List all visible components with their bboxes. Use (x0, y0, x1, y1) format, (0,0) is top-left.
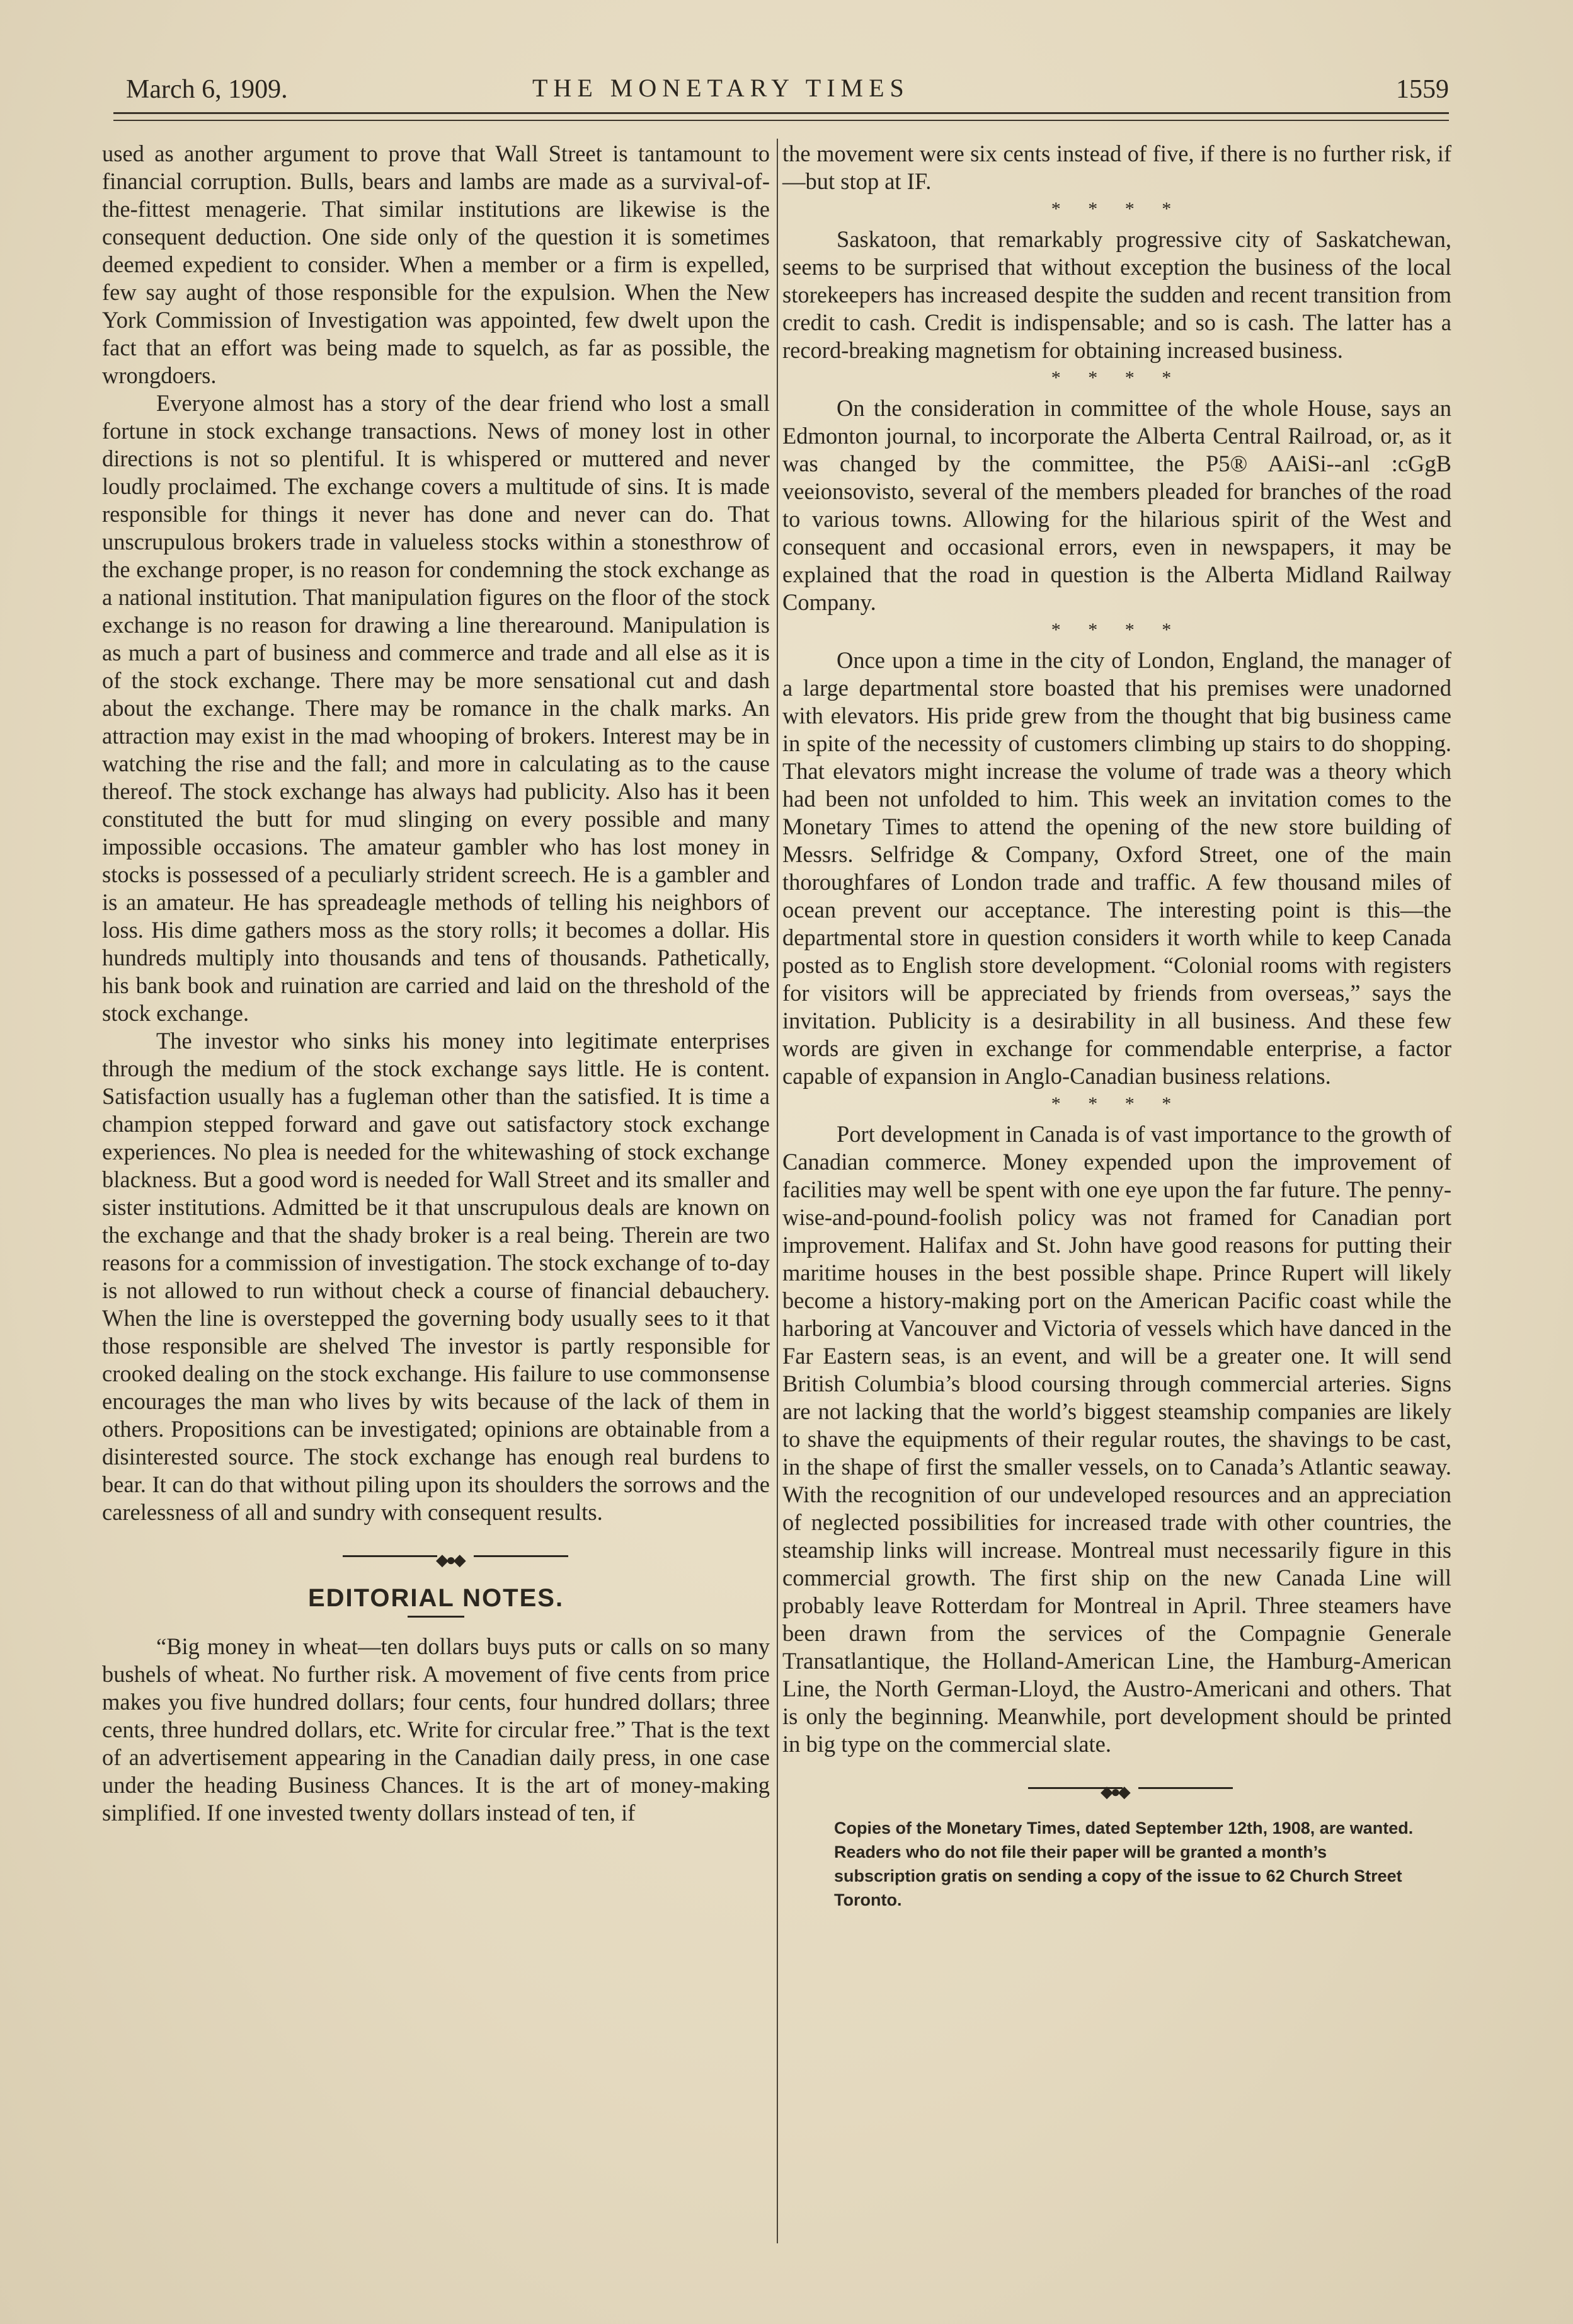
separator-stars: * * * * (1051, 1093, 1183, 1114)
note-paragraph: On the consideration in committee of the whole House, says an Edmonton journal, to incorporate the Alberta Central Railroad, or, as it was changed by the committee, the P5® AAiSi--anl :cGgB veeionsovisto, several of the members pleaded for branches of the road to various towns. Allowing for the hilarious spirit of the West and consequent and occasional errors, even in newspapers, it may be explained that the road in question is the Alberta Midland Railway Company. (782, 395, 1451, 615)
ornament-line-right (474, 1555, 568, 1557)
header-date: March 6, 1909. (126, 75, 288, 104)
masthead-title: THE MONETARY TIMES (532, 74, 910, 102)
ornament-line-right (1138, 1787, 1233, 1789)
note-paragraph: Port development in Canada is of vast importance to the growth of Canadian commerce. Money expended upon the improvement of facilities may well be spent with one eye upon the far future. The penny-wise-and-pound-foolish policy was not framed for Canadian port improvement. Halifax and St. John have good reasons for putting their maritime houses in the best possible shape. Prince Rupert will likely become a history-making port on the American Pacific coast while the harboring at Vancouver and Victoria of vessels which have danced in the Far Eastern seas, is an event, and will be a greater one. It will send British Columbia’s blood coursing through commercial arteries. Signs are not lacking that the world’s biggest steamship companies are likely to shave the equipments of their regular routes, the shavings to be cast, in the shape of first the smaller vessels, on to Canada’s Atlantic seaway. With the recognition of our undeveloped resources and an appreciation of neglected possibilities for increased trade with other countries, the steamship links will increase. Montreal must necessarily figure in this commercial growth. The first ship on the new Canada Line will probably leave Rotterdam for Montreal in April. Three steamers have been drawn from the services of the Compagnie Generale Transatlantique, the Holland-American Line, the Hamburg-American Line, the North German-Lloyd, the Austro-Americani and others. That is only the beginning. Meanwhile, port development should be printed in big type on the commercial slate. (782, 1121, 1451, 1757)
notice-copies-wanted: Copies of the Monetary Times, dated September 12th, 1908, are wanted. Readers who do not file their paper will be granted a month’s subscription gratis on sending a copy of the issue to 62 Church Street Toronto. (834, 1819, 1414, 1909)
page-number: 1559 (1396, 75, 1449, 104)
header-rule-top (113, 112, 1449, 114)
article-paragraph: used as another argument to prove that Wall Street is tantamount to financial corruption. Bulls, bears and lambs are made as a survival-of-the-fittest menagerie. That similar institutions are likewise is the consequent deduction. One side only of the question it is sometimes deemed expedient to consider. When a member or a firm is expelled, few say aught of those responsible for the expulsion. When the New York Commission of Investigation was appointed, few dwelt upon the fact that an effort was being made to squelch, as far as possible, the wrongdoers. (102, 141, 770, 388)
ornament-diamond-icon: ◆●◆ (436, 1551, 464, 1569)
header-rule-bottom (113, 120, 1449, 121)
ornament-line-left (343, 1555, 437, 1557)
note-paragraph: Once upon a time in the city of London, England, the manager of a large departmental store boasted that his premises were unadorned with elevators. His pride grew from the thought that big business came in spite of the necessity of customers climbing up stairs to do shopping. That elevators might increase the volume of trade was a theory which had been not unfolded to him. This week an invitation comes to the Monetary Times to attend the opening of the new store building of Messrs. Selfridge & Company, Oxford Street, one of the main thoroughfares of London trade and traffic. A few thousand miles of ocean prevent our acceptance. The interesting point is this—the departmental store in question considers it worth while to keep Canada posted as to English store development. “Colonial rooms with registers for visitors will be appreciated by friends from overseas,” says the invitation. Publicity is a desirability in all business. And these few words are given in exchange for commendable enterprise, a factor capable of expansion in Anglo-Canadian business relations. (782, 647, 1451, 1089)
page-header (126, 68, 1449, 112)
separator-stars: * * * * (1051, 367, 1183, 388)
ornament-diamond-icon: ◆●◆ (1101, 1783, 1128, 1801)
note-paragraph: Saskatoon, that remarkably progressive city of Saskatchewan, seems to be surprised that without exception the business of the local storekeepers has increased despite the sudden and recent transition from credit to cash. Credit is indispensable; and so is cash. The latter has a record-breaking magnetism for obtaining increased business. (782, 226, 1451, 363)
separator-stars: * * * * (1051, 619, 1183, 640)
section-title: EDITORIAL NOTES. (307, 1584, 564, 1612)
right-column (782, 140, 1451, 1912)
editorial-paragraph: “Big money in wheat—ten dollars buys puts or calls on so many bushels of wheat. No further risk. A movement of five cents from price makes you five hundred dollars; four cents, four hundred dollars; three cents, three hundred dollars, etc. Write for circular free.” That is the text of an advertisement appearing in the Canadian daily press, in one case under the heading Business Chances. It is the art of money-making simplified. If one invested twenty dollars instead of ten, if (102, 1633, 770, 1826)
column-divider (777, 139, 778, 2243)
article-paragraph: Everyone almost has a story of the dear friend who lost a small fortune in stock exchange transactions. News of money lost in other directions is not so plentiful. It is whispered or muttered and never loudly proclaimed. The exchange covers a multitude of sins. It is made responsible for things it never has done and never can do. That unscrupulous brokers trade in valueless stocks within a stonesthrow of the exchange proper, is no reason for condemning the stock exchange as a national institution. That manipulation figures on the floor of the stock exchange is no reason for drawing a line therearound. Manipulation is as much a part of business and commerce and trade and all else as it is of the stock exchange. There may be more sensational cut and dash about the exchange. There may be romance in the chalk marks. An attraction may exist in the mad whooping of brokers. Interest may be in watching the rise and the fall; and more in calculating as to the cause thereof. The stock exchange has always had publicity. Also has it been constituted the butt for mud slinging on every possible and many impossible occasions. The amateur gambler who has lost money in stocks is possessed of a peculiarly strident screech. He is a gambler and is an amateur. He has spreadeagle methods of telling his neighbors of loss. His dime gathers moss as the story rolls; it becomes a dollar. His hundreds multiply into thousands and tens of thousands. Pathetically, his bank book and ruination are carried and laid on the threshold of the stock exchange. (102, 390, 770, 1026)
continued-paragraph: the movement were six cents instead of five, if there is no further risk, if—but stop at IF. (782, 141, 1451, 194)
left-column (102, 140, 770, 1827)
separator-stars: * * * * (1051, 198, 1183, 219)
section-ornament (102, 1540, 770, 1572)
section-ornament (782, 1772, 1451, 1803)
section-title-underline (408, 1616, 464, 1618)
article-paragraph: The investor who sinks his money into legitimate enterprises through the medium of the stock exchange says little. He is content. Satisfaction usually has a fugleman other than the satisfied. It is time a champion stepped forward and gave out satisfactory stock exchange experiences. No plea is needed for the whitewashing of stock exchange blackness. But a good word is needed for Wall Street and its smaller and sister institutions. Admitted be it that unscrupulous deals are known on the exchange and that the shady broker is a real being. Therein are two reasons for a commission of investigation. The stock exchange of to-day is not allowed to run without check a course of financial debauchery. When the line is overstepped the governing body usually sees to it that those responsible are shelved The investor is partly responsible for crooked dealing on the stock exchange. His failure to use commonsense encourages the man who lives by wits because of the lack of them in others. Propositions can be investigated; opinions are obtainable from a disinterested source. The stock exchange has enough real burdens to bear. It can do that without piling upon its shoulders the sorrows and the carelessness of all and sundry with consequent results. (102, 1028, 770, 1525)
